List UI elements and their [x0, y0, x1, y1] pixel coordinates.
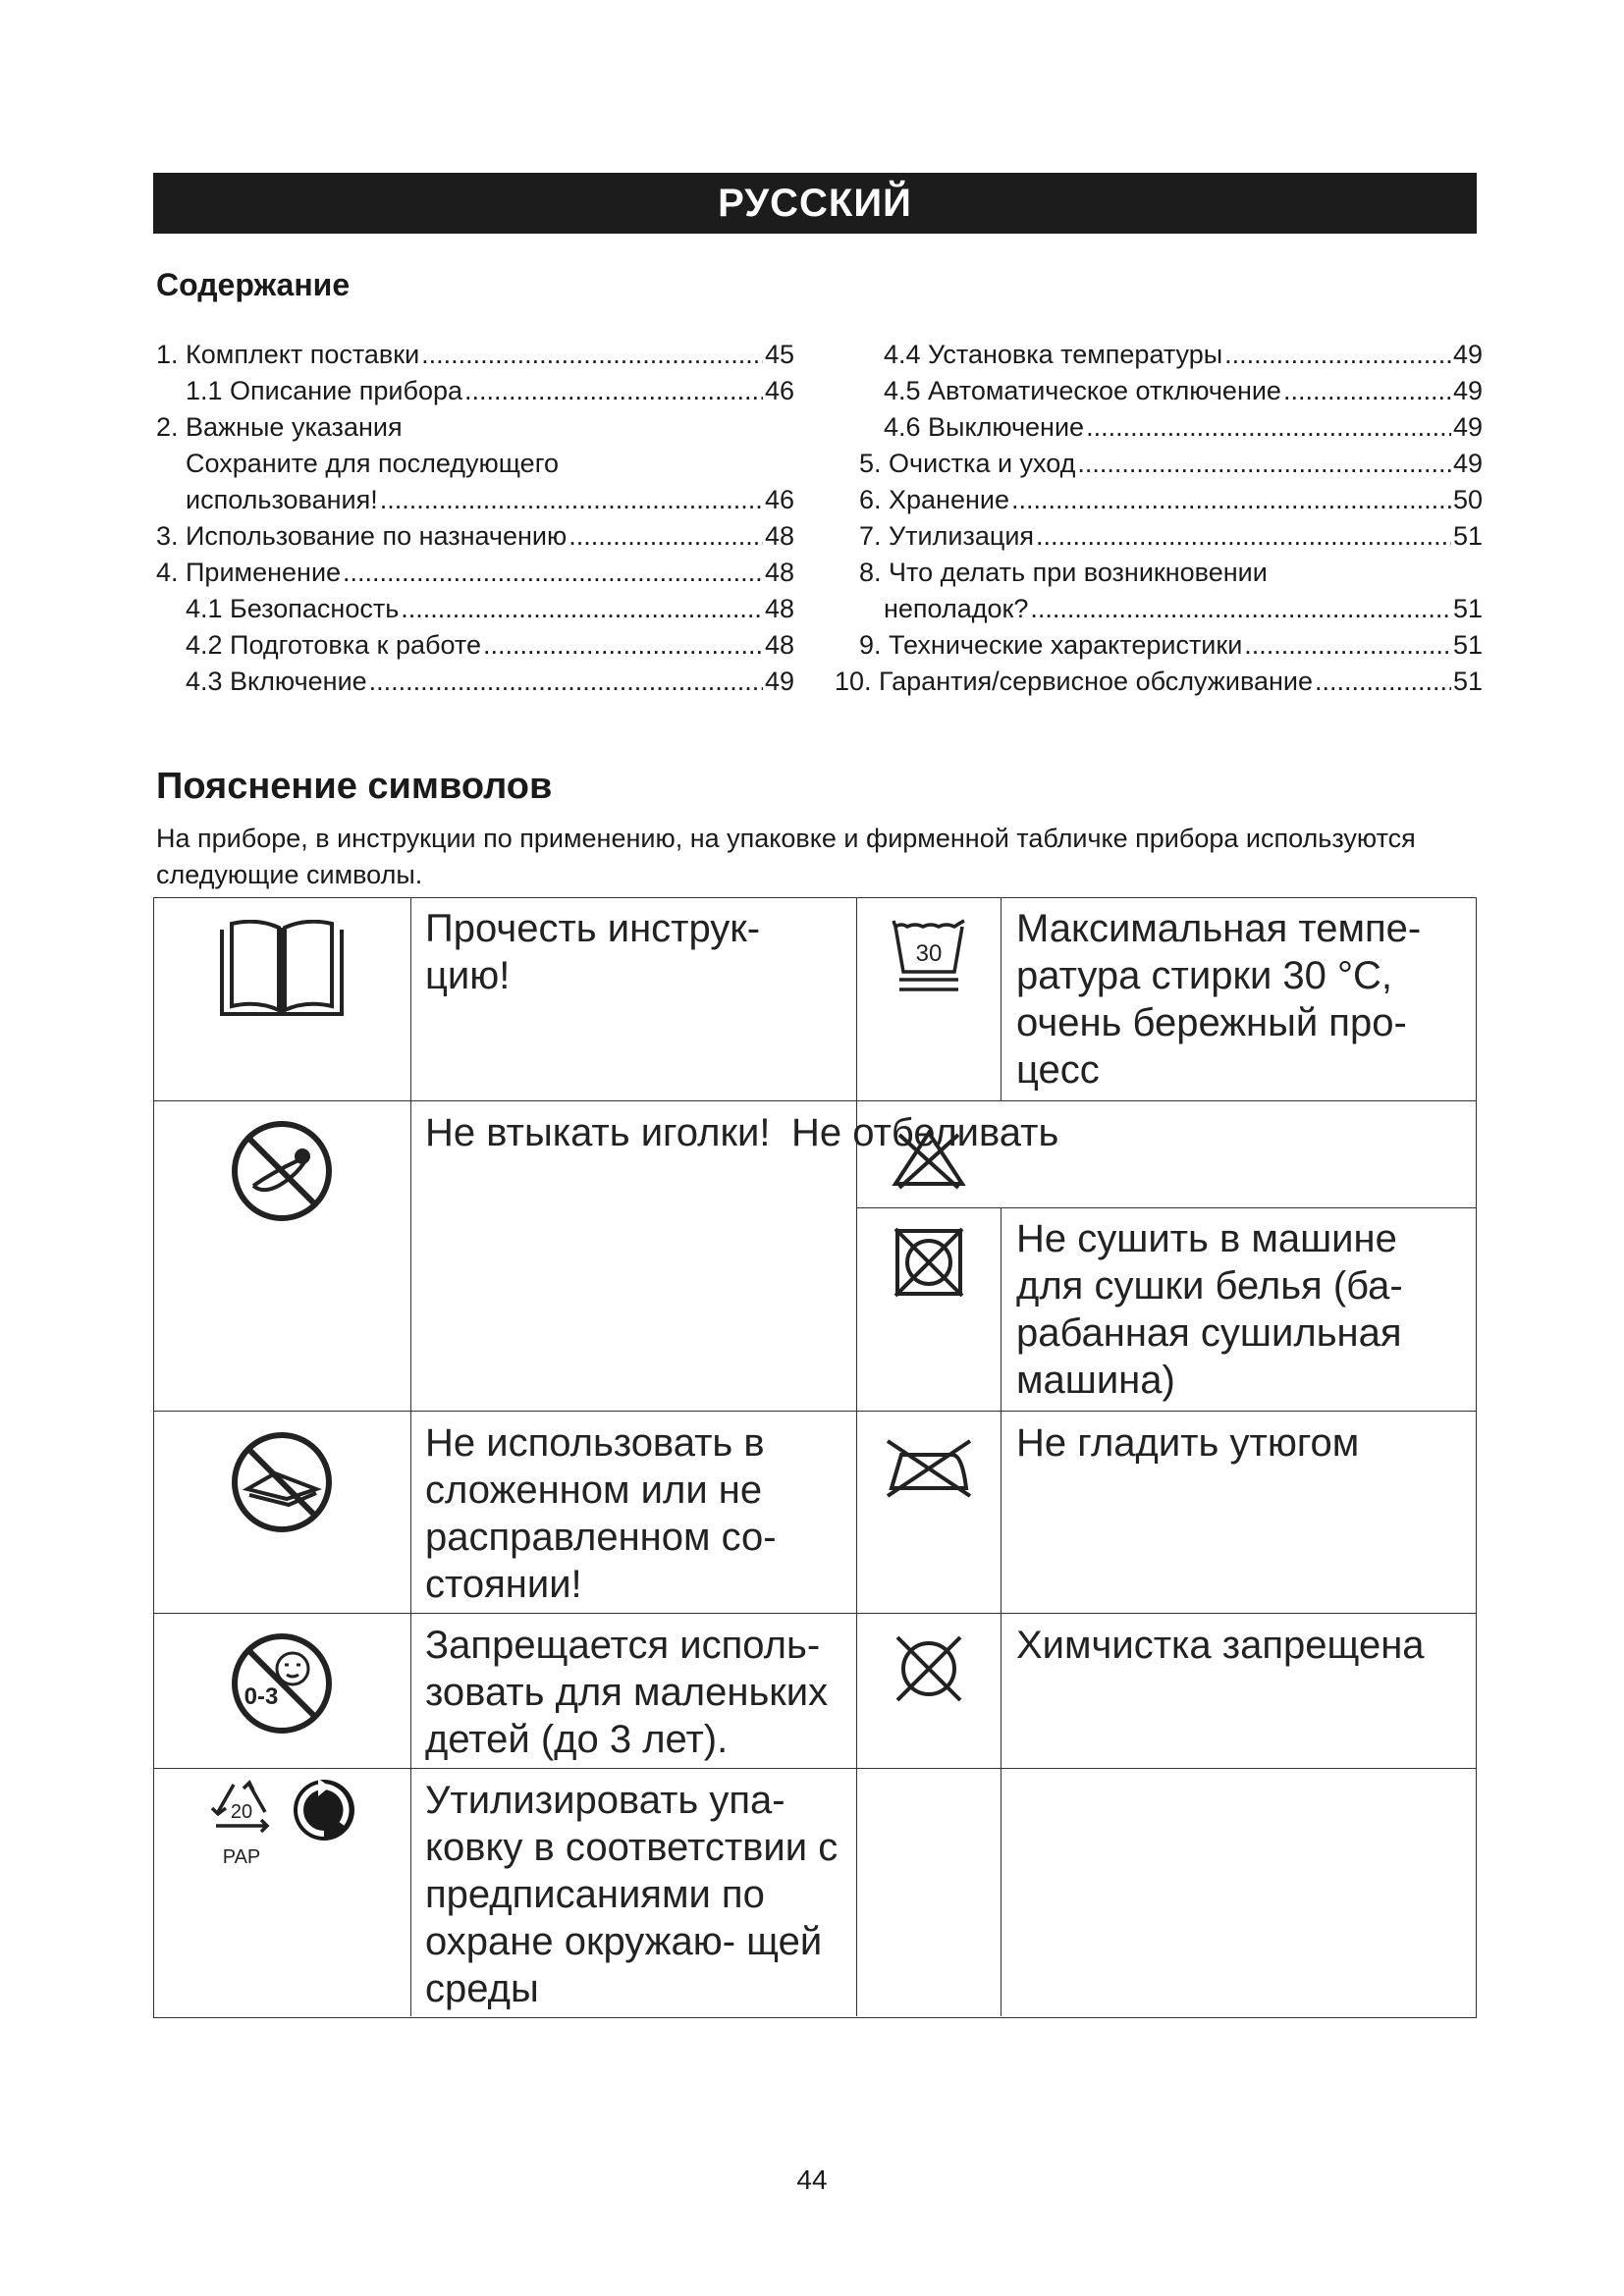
toc-leader-dots	[1077, 446, 1451, 482]
toc-leader-dots	[369, 664, 763, 700]
no-children-text: Запрещается исполь- зовать для маленьких детей (до 3 лет).	[425, 1624, 829, 1761]
toc-entry-text: 2. Важные указания	[156, 412, 403, 442]
toc-entry-text: 1.1 Описание прибора	[186, 376, 462, 405]
toc-entry-text: 1. Комплект поставки	[156, 340, 420, 369]
recycle-pap-icon	[204, 1775, 279, 1873]
no-folded-icon	[228, 1428, 336, 1536]
language-banner: РУССКИЙ	[153, 173, 1477, 234]
toc-leader-dots	[1011, 482, 1451, 518]
toc-entry	[835, 627, 1483, 664]
toc-leader-dots	[1086, 409, 1451, 446]
toc-leader-dots	[343, 555, 763, 591]
toc-entry-page: 49	[764, 667, 794, 696]
toc-entry-page: 46	[764, 485, 794, 514]
toc-entry	[835, 518, 1483, 555]
toc-entry	[156, 591, 794, 627]
table-divider	[410, 897, 411, 2016]
no-needles-text: Не втыкать иголки!	[425, 1111, 771, 1154]
toc-leader-dots	[1036, 518, 1451, 555]
children-age-label: 0-3	[244, 1683, 279, 1710]
toc-entry-page: 51	[1452, 667, 1483, 696]
no-bleach-text: Не отбеливать	[791, 1111, 1059, 1154]
toc-entry	[835, 337, 1483, 373]
toc-entry	[156, 664, 794, 700]
no-folded-text: Не использовать в сложенном или не расправленном со- стоянии!	[425, 1421, 777, 1606]
toc-entry	[156, 373, 794, 409]
max-wash-temp-text: Максимальная темпе- ратура стирки 30 °C, очень бережный про- цесс	[1016, 907, 1422, 1092]
toc-entry	[156, 482, 794, 518]
no-children-icon	[228, 1629, 336, 1737]
toc-entry	[156, 518, 794, 555]
no-dry-clean-text: Химчистка запрещена	[1016, 1624, 1425, 1667]
wash-30-icon	[890, 915, 968, 995]
toc-entry-text: неполадок?	[884, 594, 1029, 623]
toc-entry-text: 6. Хранение	[859, 485, 1009, 514]
toc-leader-dots	[1030, 591, 1451, 627]
no-dry-clean-icon	[893, 1633, 964, 1704]
toc-entry	[835, 373, 1483, 409]
toc-entry-text: 8. Что делать при возникновении	[859, 558, 1268, 587]
toc-entry-page: 48	[764, 630, 794, 660]
toc-entry-page: 48	[764, 521, 794, 551]
toc-leader-dots	[464, 373, 763, 409]
toc-entry-page: 50	[1452, 485, 1483, 514]
book-icon	[218, 920, 346, 1018]
toc-entry-page: 48	[764, 558, 794, 587]
toc-entry-text: Сохраните для последующего	[186, 449, 559, 478]
toc-entry-text: 4.6 Выключение	[884, 412, 1085, 442]
toc-leader-dots	[1224, 337, 1451, 373]
recycle-material: PAP	[222, 1846, 261, 1868]
toc-entry-text: использования!	[186, 485, 378, 514]
toc-entry	[156, 627, 794, 664]
symbols-title: Пояснение символов	[156, 766, 553, 807]
toc-entry-page: 49	[1452, 449, 1483, 478]
no-needles-icon	[228, 1117, 336, 1225]
symbols-intro: На приборе, в инструкции по применению, на упаковке и фирменной табличке прибора используются следующие символы.	[156, 824, 1416, 889]
toc-entry-page: 48	[764, 594, 794, 623]
toc-entry-text: 10. Гарантия/сервисное обслуживание	[835, 667, 1314, 696]
toc-leader-dots	[1315, 664, 1451, 700]
toc-entry	[156, 446, 794, 482]
toc-entry	[835, 409, 1483, 446]
table-divider	[856, 897, 857, 2016]
toc-entry	[156, 337, 794, 373]
toc-entry-page: 51	[1452, 521, 1483, 551]
no-tumble-dry-icon	[892, 1225, 966, 1300]
toc-entry-page: 49	[1452, 412, 1483, 442]
toc-entry-text: 7. Утилизация	[859, 521, 1035, 551]
toc-leader-dots	[483, 627, 763, 664]
table-row-line	[856, 1207, 1477, 1208]
no-tumble-dry-text: Не сушить в машине для сушки белья (ба- рабанная сушильная машина)	[1016, 1217, 1403, 1402]
toc-leader-dots	[421, 337, 763, 373]
toc-entry	[835, 482, 1483, 518]
toc-left-column	[156, 337, 794, 700]
toc-leader-dots	[1244, 627, 1451, 664]
table-row-line	[153, 1100, 1477, 1101]
recycle-packaging-text: Утилизировать упа- ковку в соответствии с предписаниями по охране окружаю- щей среды	[425, 1779, 839, 2010]
toc-entry-text: 4. Применение	[156, 558, 342, 587]
wash-temp-label: 30	[915, 940, 943, 967]
toc-entry-page: 51	[1452, 594, 1483, 623]
toc-leader-dots	[1283, 373, 1451, 409]
no-bleach-icon	[890, 1127, 968, 1190]
toc-title: Содержание	[156, 267, 351, 302]
toc-entry	[156, 409, 794, 446]
table-row-line	[153, 1613, 1477, 1614]
toc-entry	[835, 555, 1483, 591]
toc-entry-text: 4.2 Подготовка к работе	[186, 630, 481, 660]
toc-entry-text: 3. Использование по назначению	[156, 521, 568, 551]
toc-entry-text: 4.1 Безопасность	[186, 594, 400, 623]
toc-entry-page: 51	[1452, 630, 1483, 660]
toc-entry-page: 45	[764, 340, 794, 369]
toc-entry-page: 49	[1452, 340, 1483, 369]
toc-entry	[156, 555, 794, 591]
no-iron-text: Не гладить утюгом	[1016, 1421, 1360, 1465]
toc-leader-dots	[401, 591, 763, 627]
toc-entry	[835, 664, 1483, 700]
toc-entry-text: 9. Технические характеристики	[859, 630, 1243, 660]
toc-entry-text: 5. Очистка и уход	[859, 449, 1076, 478]
toc-entry-text: 4.4 Установка температуры	[884, 340, 1223, 369]
green-dot-icon	[291, 1777, 357, 1843]
read-instructions-text: Прочесть инструк- цию!	[425, 907, 761, 997]
toc-leader-dots	[380, 482, 763, 518]
table-row-line	[153, 1411, 1477, 1412]
toc-leader-dots	[568, 518, 763, 555]
toc-entry-text: 4.5 Автоматическое отключение	[884, 376, 1281, 405]
toc-entry-page: 46	[764, 376, 794, 405]
toc-entry	[835, 591, 1483, 627]
toc-right-column	[835, 337, 1483, 700]
recycle-code: 20	[230, 1801, 253, 1823]
toc-entry	[835, 446, 1483, 482]
toc-entry-text: 4.3 Включение	[186, 667, 367, 696]
toc-entry-page: 49	[1452, 376, 1483, 405]
page-number: 44	[796, 2164, 828, 2195]
no-iron-icon	[884, 1435, 974, 1498]
table-row-line	[153, 1768, 1477, 1769]
